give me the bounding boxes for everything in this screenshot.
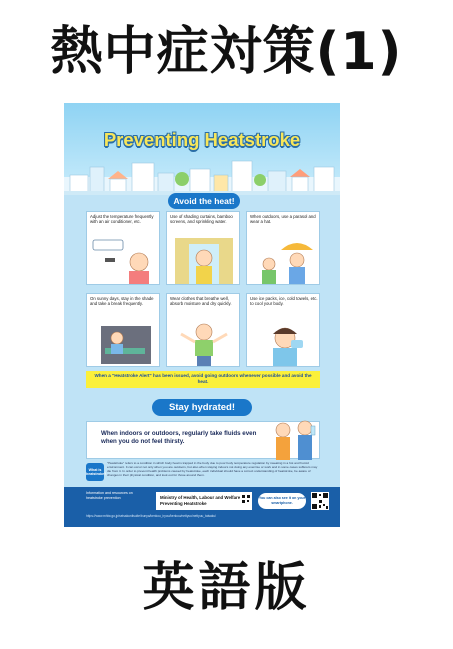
poster-title: Preventing Heatstroke: [103, 129, 301, 150]
curtain-illustration: [171, 238, 237, 284]
tip-card-shade-break: [86, 293, 160, 367]
tip-card-shading-curtains: [166, 211, 240, 285]
shade-bench-illustration: [91, 320, 157, 366]
tip-card-air-conditioner: [86, 211, 160, 285]
tip-text: On sunny days, stay in the shade and take a break frequently.: [90, 296, 154, 307]
qr-code-icon: [311, 492, 329, 510]
ministry-label: Ministry of Health, Labour and Welfare Preventing Heatstroke: [156, 492, 252, 510]
what-is-heatstroke-section: [86, 461, 320, 487]
tip-text: Use ice packs, ice, cold towels, etc. to cool your body.: [250, 296, 318, 307]
tip-card-breathable-clothes: [166, 293, 240, 367]
tip-text: When outdoors, use a parasol and wear a hat.: [250, 214, 316, 225]
tip-card-parasol-hat: [246, 211, 320, 285]
heatstroke-poster: [64, 103, 340, 527]
hydration-text: When indoors or outdoors, regularly take fluids even when you do not feel thirsty.: [101, 430, 257, 446]
resource-url: https://www.mhlw.go.jp/seisakunitsuite/bunya/kenkou_iryou/kenkou/nettyuu/nettyuu_taisaku/: [86, 514, 217, 518]
ice-pack-illustration: [251, 320, 317, 366]
poster-footer: [64, 487, 340, 527]
tips-grid: [86, 211, 320, 367]
stay-hydrated-heading: Stay hydrated!: [152, 399, 252, 416]
tip-card-ice-packs: [246, 293, 320, 367]
tip-text: Wear clothes that breathe well, absorb moisture and dry quickly.: [170, 296, 232, 307]
city-skyline-illustration: [64, 155, 340, 195]
heatstroke-alert-banner: When a "Heatstroke Alert" has been issued, avoid going outdoors whenever possible and avoid the heat.: [86, 371, 320, 388]
qr-code-icon: [241, 494, 251, 504]
info-resources-label: Information and resources on heatstroke prevention: [86, 491, 133, 500]
what-is-heatstroke-badge: What is heatstroke?: [86, 463, 104, 481]
language-label: 英語版: [142, 558, 311, 618]
page-title: 熱中症対策(1): [50, 22, 403, 82]
drinking-people-illustration: [267, 416, 321, 460]
parasol-illustration: [251, 238, 317, 284]
tip-text: Use of shading curtains, bamboo screens, and sprinkling water.: [170, 214, 233, 225]
tip-text: Adjust the temperature frequently with an air conditioner, etc.: [90, 214, 154, 225]
what-is-heatstroke-text: "Heatstroke" refers to a condition in which body heat is trapped in the body due to poor body temperature regulation by sweating in a hot and humid environment. It can occur not only when you are outdoors, but also when staying indoors not doing any exercise or work and in some cases sufferers may die from it. In order to prevent health problems caused by heatstroke, each individual should have a correct understanding of heatstroke, be aware of changes in their physical condition, and look out for those around them.: [107, 461, 318, 478]
avoid-heat-heading: Avoid the heat!: [168, 193, 240, 209]
hydration-box: [86, 421, 320, 459]
breathable-clothes-illustration: [171, 320, 237, 366]
air-conditioner-illustration: [91, 238, 157, 284]
smartphone-note: You can also see it on your smartphone.: [258, 493, 306, 509]
